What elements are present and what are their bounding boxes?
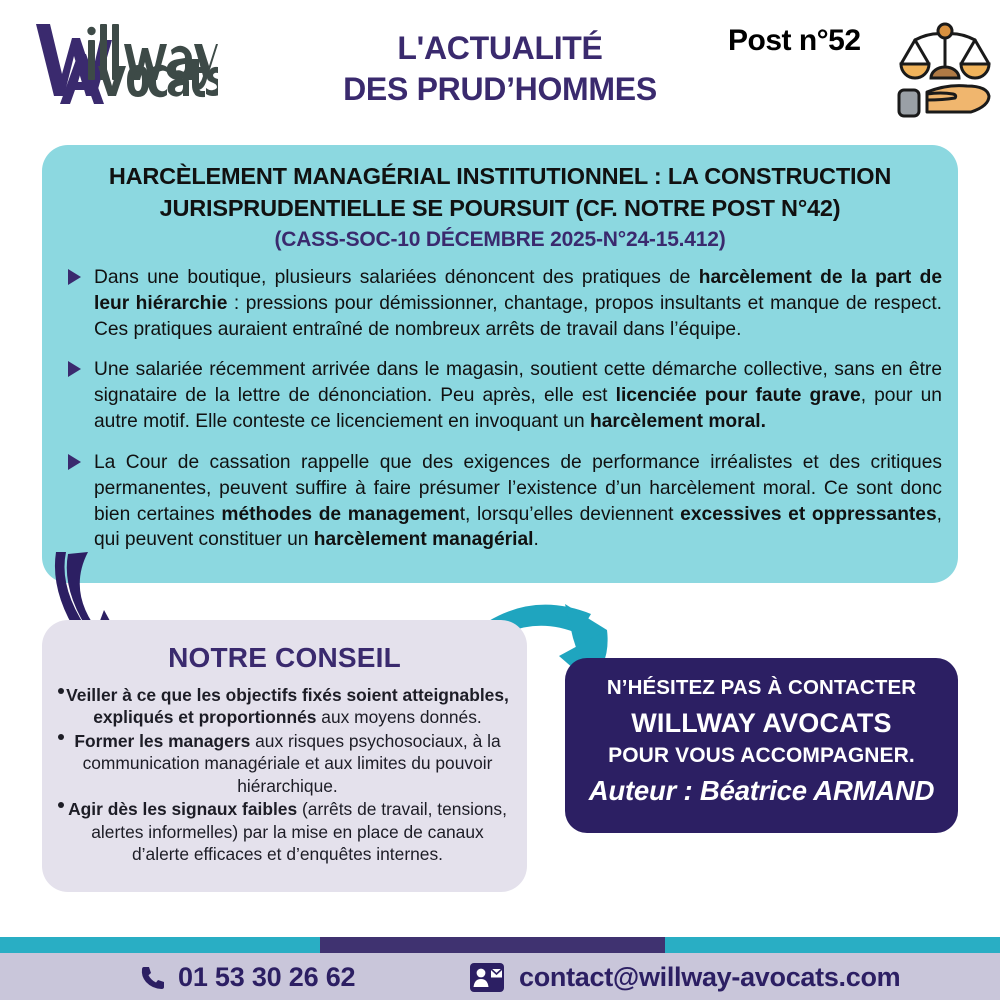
page-title-line1: L'ACTUALITÉ <box>397 30 603 66</box>
post-number-label: Post n°52 <box>728 24 861 57</box>
contact-cta-card <box>565 658 958 833</box>
advice-card <box>42 620 527 892</box>
case-paragraph <box>66 357 942 434</box>
advice-title: NOTRE CONSEIL <box>168 642 401 673</box>
case-summary-card <box>42 145 958 583</box>
advice-list <box>54 684 515 867</box>
bullet-dot-icon <box>58 734 64 740</box>
case-paragraph <box>66 265 942 342</box>
hand-holding-scales-icon <box>897 20 993 120</box>
advice-list-item <box>54 730 515 797</box>
case-title-line2: JURISPRUDENTIELLE SE POURSUIT (CF. NOTRE POST N°42) <box>159 195 841 222</box>
case-paragraph-text: Une salariée récemment arrivée dans le magasin, soutient cette démarche collective, sans en être signataire de la lettre de dénonciation. Peu après, elle est licenciée pour faute grave, pour un autre motif. Elle conteste ce licenciement en invoquant un harcèlement moral. <box>94 359 942 433</box>
case-title-line1: HARCÈLEMENT MANAGÉRIAL INSTITUTIONNEL : LA CONSTRUCTION <box>108 163 892 189</box>
case-citation: (CASS-SOC-10 DÉCEMBRE 2025-N°24-15.412) <box>274 227 726 251</box>
footer-bar-segment-teal-right <box>665 937 1000 953</box>
footer-email-address[interactable]: contact@willway-avocats.com <box>519 962 901 992</box>
footer-phone-number[interactable]: 01 53 30 26 62 <box>178 962 356 992</box>
advice-item-text: Agir dès les signaux faibles (arrêts de travail, tensions, alertes informelles) par la mise en place de canaux d’alerte efficaces et d’enquêtes internes. <box>68 799 507 865</box>
case-paragraph-text: Dans une boutique, plusieurs salariées dénoncent des pratiques de harcèlement de la part de leur hiérarchie : pressions pour démissionner, chantage, propos insultants et manque de respect. Ces pratiques auraient entraîné de nombreux arrêts de travail dans l’équipe. <box>94 267 942 340</box>
cta-author: Auteur : Béatrice ARMAND <box>588 775 935 806</box>
triangle-bullet-icon <box>68 454 81 470</box>
contact-card-mail-icon <box>470 963 504 992</box>
page-title <box>250 28 750 110</box>
triangle-bullet-icon <box>68 361 81 377</box>
advice-item-text: Former les managers aux risques psychosociaux, à la communication managériale et aux limites du pouvoir hiérarchique. <box>74 730 501 796</box>
cta-line-1: N’HÉSITEZ PAS À CONTACTER <box>606 676 917 699</box>
case-paragraph-text: La Cour de cassation rappelle que des exigences de performance irréalistes et des critiques permanentes, peuvent suffire à faire présumer l’existence d’un harcèlement moral. Ce sont donc bien certaines méthodes de management, lorsqu’elles deviennent excessives et oppressantes, qui peuvent constituer un harcèlement managérial. <box>94 451 942 551</box>
cta-line-3: POUR VOUS ACCOMPAGNER. <box>608 744 915 767</box>
page-title-line2: DES PRUD’HOMMES <box>343 70 657 107</box>
footer-bar-segment-purple <box>320 937 665 953</box>
willway-avocats-logo <box>28 16 218 111</box>
bullet-dot-icon <box>58 688 64 694</box>
phone-icon <box>140 965 166 991</box>
advice-list-item <box>54 798 515 865</box>
cta-firm-name: WILLWAY AVOCATS <box>631 708 892 738</box>
page-header <box>0 0 1000 135</box>
footer-color-bar <box>0 937 1000 953</box>
footer-bar-segment-teal-left <box>0 937 320 953</box>
triangle-bullet-icon <box>68 269 81 285</box>
case-title <box>66 160 934 255</box>
advice-item-text: Veiller à ce que les objectifs fixés soient atteignables, expliqués et proportionnés aux moyens donnés. <box>66 685 509 728</box>
bullet-dot-icon <box>58 802 64 808</box>
advice-list-item <box>54 684 515 729</box>
case-paragraph <box>66 450 942 553</box>
case-paragraph-list <box>66 265 942 568</box>
